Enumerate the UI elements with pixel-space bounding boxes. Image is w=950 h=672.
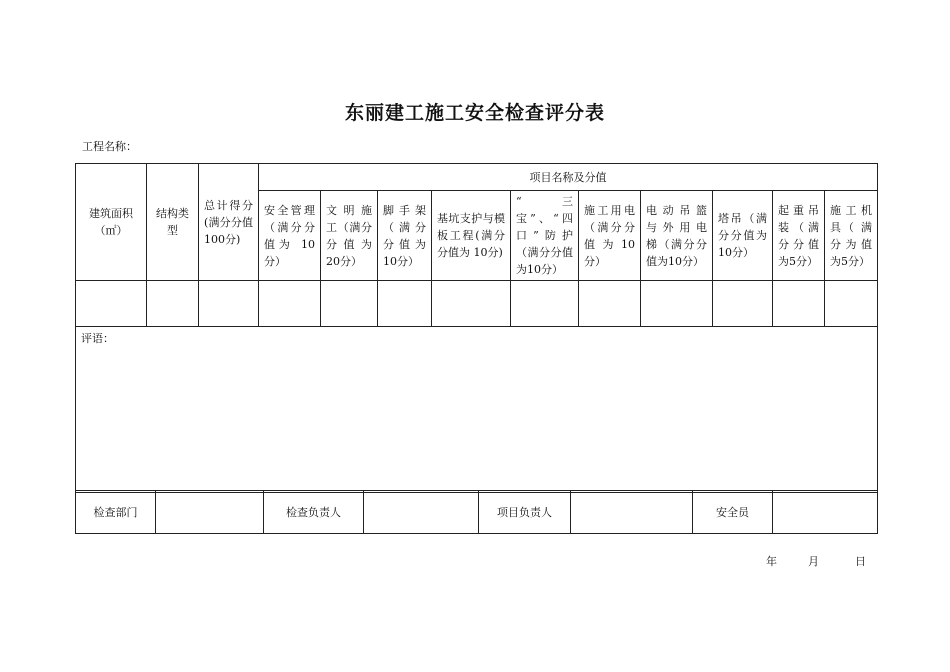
score-cell-item-1[interactable] (259, 281, 321, 327)
score-cell-item-4[interactable] (432, 281, 511, 327)
inspector-field[interactable] (364, 491, 479, 534)
date-year-label: 年 (766, 555, 777, 568)
inspector-label: 检查负责人 (264, 491, 364, 534)
inspection-dept-field[interactable] (156, 491, 264, 534)
date-month-label: 月 (808, 555, 819, 568)
item-header-hoisting: 起重吊装（满分分值为5分） (773, 191, 825, 281)
project-name-label: 工程名称： (82, 140, 137, 153)
comment-area[interactable] (76, 327, 878, 493)
item-header-pit-formwork: 基坑支护与模板工程(满分分值为 10分) (432, 191, 511, 281)
score-cell-building-area[interactable] (76, 281, 147, 327)
inspection-dept-label: 检查部门 (76, 491, 156, 534)
structure-type-header: 结构类型 (147, 164, 199, 281)
item-header-civilized-construction: 文 明 施工（满分分 值 为20分） (321, 191, 378, 281)
building-area-header: 建筑面积（㎡） (76, 164, 147, 281)
safety-officer-label: 安全员 (693, 491, 773, 534)
score-cell-item-6[interactable] (579, 281, 641, 327)
item-header-protection: “三宝”、“四口”防护（满分分值为10分） (511, 191, 579, 281)
item-header-safety-management: 安全管理（满分分值为 10分） (259, 191, 321, 281)
item-group-header: 项目名称及分值 (259, 164, 878, 191)
page-title: 东丽建工施工安全检查评分表 (344, 102, 605, 124)
score-cell-item-2[interactable] (321, 281, 378, 327)
item-header-machinery: 施 工 机具（ 满分为值为5分） (825, 191, 878, 281)
project-manager-label: 项目负责人 (479, 491, 571, 534)
score-cell-item-5[interactable] (511, 281, 579, 327)
signature-table (75, 490, 878, 534)
score-cell-item-3[interactable] (378, 281, 432, 327)
score-cell-item-10[interactable] (825, 281, 878, 327)
score-cell-item-8[interactable] (713, 281, 773, 327)
score-table (75, 163, 878, 493)
score-cell-item-9[interactable] (773, 281, 825, 327)
item-header-tower-crane: 塔吊（满分分值为10分） (713, 191, 773, 281)
score-cell-item-7[interactable] (641, 281, 713, 327)
item-header-electricity: 施工用电（满分分值 为 10分） (579, 191, 641, 281)
score-cell-total[interactable] (199, 281, 259, 327)
safety-officer-field[interactable] (773, 491, 878, 534)
score-entry-row (76, 281, 878, 327)
total-score-header: 总计得分(满分分值 100分) (199, 164, 259, 281)
item-header-scaffold: 脚 手 架（ 满 分分 值 为10分） (378, 191, 432, 281)
project-manager-field[interactable] (571, 491, 693, 534)
item-header-gondola-elevator: 电 动 吊 篮与 外 用 电梯（满分分值为10分） (641, 191, 713, 281)
comment-label: 评语： (81, 332, 114, 345)
date-day-label: 日 (855, 555, 866, 568)
score-cell-structure-type[interactable] (147, 281, 199, 327)
